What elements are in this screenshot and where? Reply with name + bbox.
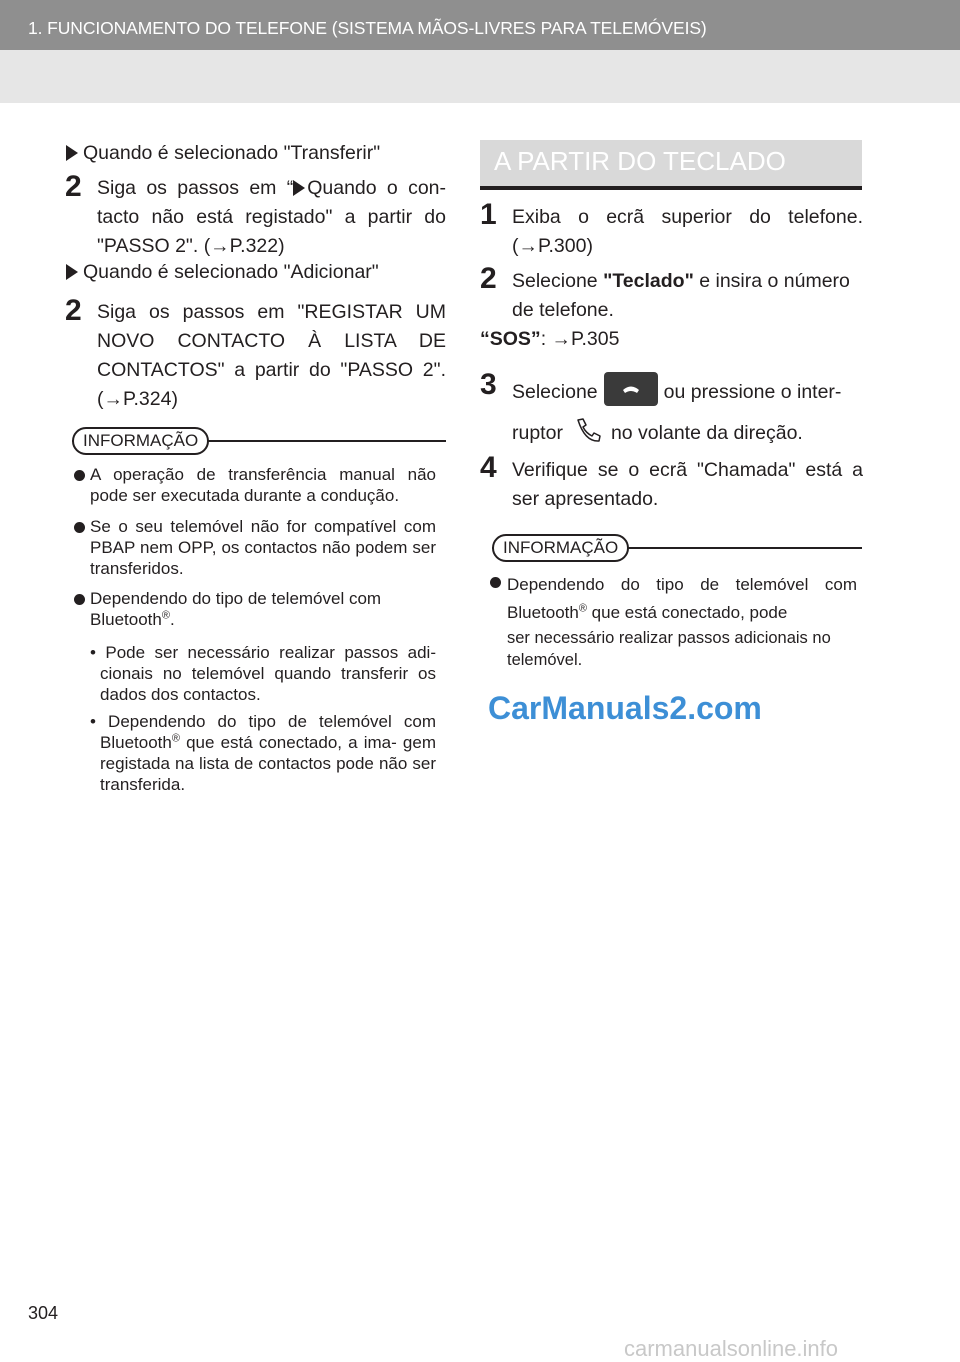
page-number: 304	[28, 1303, 59, 1323]
sos-page-ref: : →P.305	[540, 328, 620, 350]
chapter-title: 1. FUNCIONAMENTO DO TELEFONE (SISTEMA MÃOS-LIVRES PARA TELEMÓVEIS)	[28, 18, 707, 38]
registered-mark: ®	[161, 609, 170, 622]
header-subband	[0, 50, 960, 103]
case-transferir-label: Quando é selecionado "Transferir"	[83, 142, 381, 164]
step-2-pre: Selecione	[512, 270, 604, 292]
section-banner	[480, 140, 862, 190]
info-item-right-pre: Dependendo do tipo de telemóvel com Bluetooth	[507, 575, 857, 622]
step-transferir-inner: Quando o con-	[307, 177, 446, 199]
info-subitem-1: • Pode ser necessário realizar passos adi- cionais no telemóvel quando transferir os dados dos contactos.	[90, 643, 436, 704]
bullet-dot	[74, 470, 85, 481]
step-number: 2	[480, 262, 497, 295]
info-item-3-text: Dependendo do tipo de telemóvel com Bluetooth	[90, 589, 382, 629]
sos-label: “SOS”	[480, 328, 541, 350]
info-item-right	[507, 571, 857, 671]
play-triangle-icon	[66, 145, 78, 161]
step-3-line2	[512, 417, 803, 452]
step-transferir-rest: tacto não está registado" a partir do "PASSO 2". (→P.322)	[97, 206, 446, 257]
step-number: 2	[65, 170, 82, 203]
step-adicionar-text: Siga os passos em "REGISTAR UM NOVO CONTACTO À LISTA DE CONTACTOS" a partir do "PASSO 2". (→P.324)	[97, 301, 446, 410]
bullet-dot	[74, 522, 85, 533]
info-item-1: A operação de transferência manual não pode ser executada durante a condução.	[90, 465, 436, 505]
info-item-right-line	[507, 571, 857, 627]
play-triangle-icon	[66, 264, 78, 280]
registered-mark: ®	[578, 602, 587, 615]
info-subitem-2	[90, 711, 436, 795]
step-3-line1	[512, 372, 863, 407]
step-number: 4	[480, 451, 497, 484]
step-3-pre: Selecione	[512, 381, 598, 403]
step-number: 2	[65, 294, 82, 327]
registered-mark: ®	[171, 732, 180, 745]
case-adicionar-label: Quando é selecionado "Adicionar"	[83, 261, 379, 283]
info-subitem-2-text: • Dependendo do tipo de telemóvel com Bluetooth	[90, 712, 436, 752]
step-transferir-text	[97, 174, 446, 261]
step-2-teclado: "Teclado"	[603, 270, 694, 292]
bullet-dot	[74, 594, 85, 605]
info-item-3	[90, 588, 436, 630]
bullet-dot	[490, 577, 501, 588]
info-item-right-mid: que está conectado, pode	[586, 603, 788, 622]
step-2-text	[512, 267, 863, 325]
info-item-2: Se o seu telemóvel não for compatível com PBAP nem OPP, os contactos não podem ser transferidos.	[90, 517, 436, 578]
case-adicionar	[66, 258, 379, 287]
info-subitem-2-end: que está conectado, a ima- gem registada na lista de contactos pode não ser transferida.	[100, 733, 436, 794]
info-item-3-end: .	[169, 610, 175, 629]
phone-button-icon	[604, 372, 658, 406]
sos-reference	[480, 325, 619, 354]
step-3-post: ou pressione o inter-	[663, 381, 842, 403]
step-number: 3	[480, 368, 497, 401]
info-item-right-post: ser necessário realizar passos adicionais no telemóvel.	[507, 629, 831, 669]
step-2-post: e insira o número de telefone.	[512, 270, 850, 321]
info-label: INFORMAÇÃO	[72, 427, 209, 455]
step-1-text: Exiba o ecrã superior do telefone. (→P.300)	[512, 206, 863, 257]
watermark-logo: CarManuals2.com	[488, 690, 762, 726]
case-transferir	[66, 139, 380, 168]
step-transferir-line1: Siga os passos em “	[97, 177, 294, 199]
phone-handset-icon	[573, 417, 603, 452]
footer-watermark: carmanualsonline.info	[624, 1336, 839, 1361]
step-4-text: Verifique se o ecrã "Chamada" está a ser apresentado.	[512, 459, 863, 510]
step-number: 1	[480, 198, 497, 231]
info-label: INFORMAÇÃO	[492, 534, 629, 562]
step-3-line2-post: no volante da direção.	[610, 422, 803, 444]
section-title: A PARTIR DO TECLADO	[494, 146, 786, 176]
step-3-line2-pre: ruptor	[512, 422, 563, 444]
play-triangle-icon	[293, 180, 305, 196]
